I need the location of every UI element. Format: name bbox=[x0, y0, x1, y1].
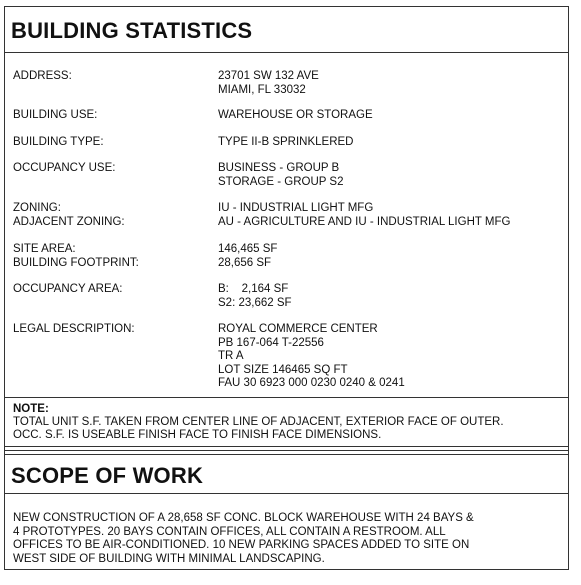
row-value: WAREHOUSE OR STORAGE bbox=[218, 109, 373, 121]
building-statistics-heading: BUILDING STATISTICS bbox=[5, 7, 568, 53]
note-title: NOTE: bbox=[13, 403, 49, 415]
note-line: OCC. S.F. IS USEABLE FINISH FACE TO FINISH FACE DIMENSIONS. bbox=[13, 429, 382, 441]
row-label: BUILDING USE: bbox=[13, 109, 98, 121]
scope-of-work-heading: SCOPE OF WORK bbox=[5, 454, 568, 494]
row-label: OCCUPANCY USE: bbox=[13, 162, 116, 174]
row-value: 146,465 SF 28,656 SF bbox=[218, 243, 278, 269]
row-label: LEGAL DESCRIPTION: bbox=[13, 323, 135, 335]
scope-line: WEST SIDE OF BUILDING WITH MINIMAL LANDSCAPING. bbox=[13, 552, 325, 565]
section-divider bbox=[5, 450, 568, 451]
note-line: TOTAL UNIT S.F. TAKEN FROM CENTER LINE OF ADJACENT, EXTERIOR FACE OF OUTER. bbox=[13, 416, 504, 428]
row-label: ZONING: ADJACENT ZONING: bbox=[13, 202, 125, 228]
row-value: TYPE II-B SPRINKLERED bbox=[218, 136, 354, 148]
note-section bbox=[5, 397, 568, 447]
row-label: OCCUPANCY AREA: bbox=[13, 283, 123, 295]
scope-line: 4 PROTOTYPES. 20 BAYS CONTAIN OFFICES, ALL CONTAIN A RESTROOM. ALL bbox=[13, 525, 446, 538]
row-value: BUSINESS - GROUP B STORAGE - GROUP S2 bbox=[218, 162, 344, 188]
row-value: ROYAL COMMERCE CENTER PB 167-064 T-22556 TR A LOT SIZE 146465 SQ FT FAU 30 6923 000 0230 0240 & 0241 bbox=[218, 323, 405, 389]
statistics-sheet bbox=[4, 6, 569, 570]
scope-line: NEW CONSTRUCTION OF A 28,658 SF CONC. BLOCK WAREHOUSE WITH 24 BAYS & bbox=[13, 512, 474, 524]
row-value: 23701 SW 132 AVE MIAMI, FL 33032 bbox=[218, 70, 319, 96]
row-label: BUILDING TYPE: bbox=[13, 136, 104, 148]
scope-line: OFFICES TO BE AIR-CONDITIONED. 10 NEW PARKING SPACES ADDED TO SITE ON bbox=[13, 539, 470, 551]
row-label: ADDRESS: bbox=[13, 70, 72, 82]
statistics-table bbox=[5, 52, 568, 398]
row-value: IU - INDUSTRIAL LIGHT MFG AU - AGRICULTURE AND IU - INDUSTRIAL LIGHT MFG bbox=[218, 202, 511, 228]
scope-of-work-text bbox=[13, 512, 560, 566]
row-value: B: 2,164 SF S2: 23,662 SF bbox=[218, 283, 292, 309]
row-label: SITE AREA: BUILDING FOOTPRINT: bbox=[13, 243, 139, 269]
